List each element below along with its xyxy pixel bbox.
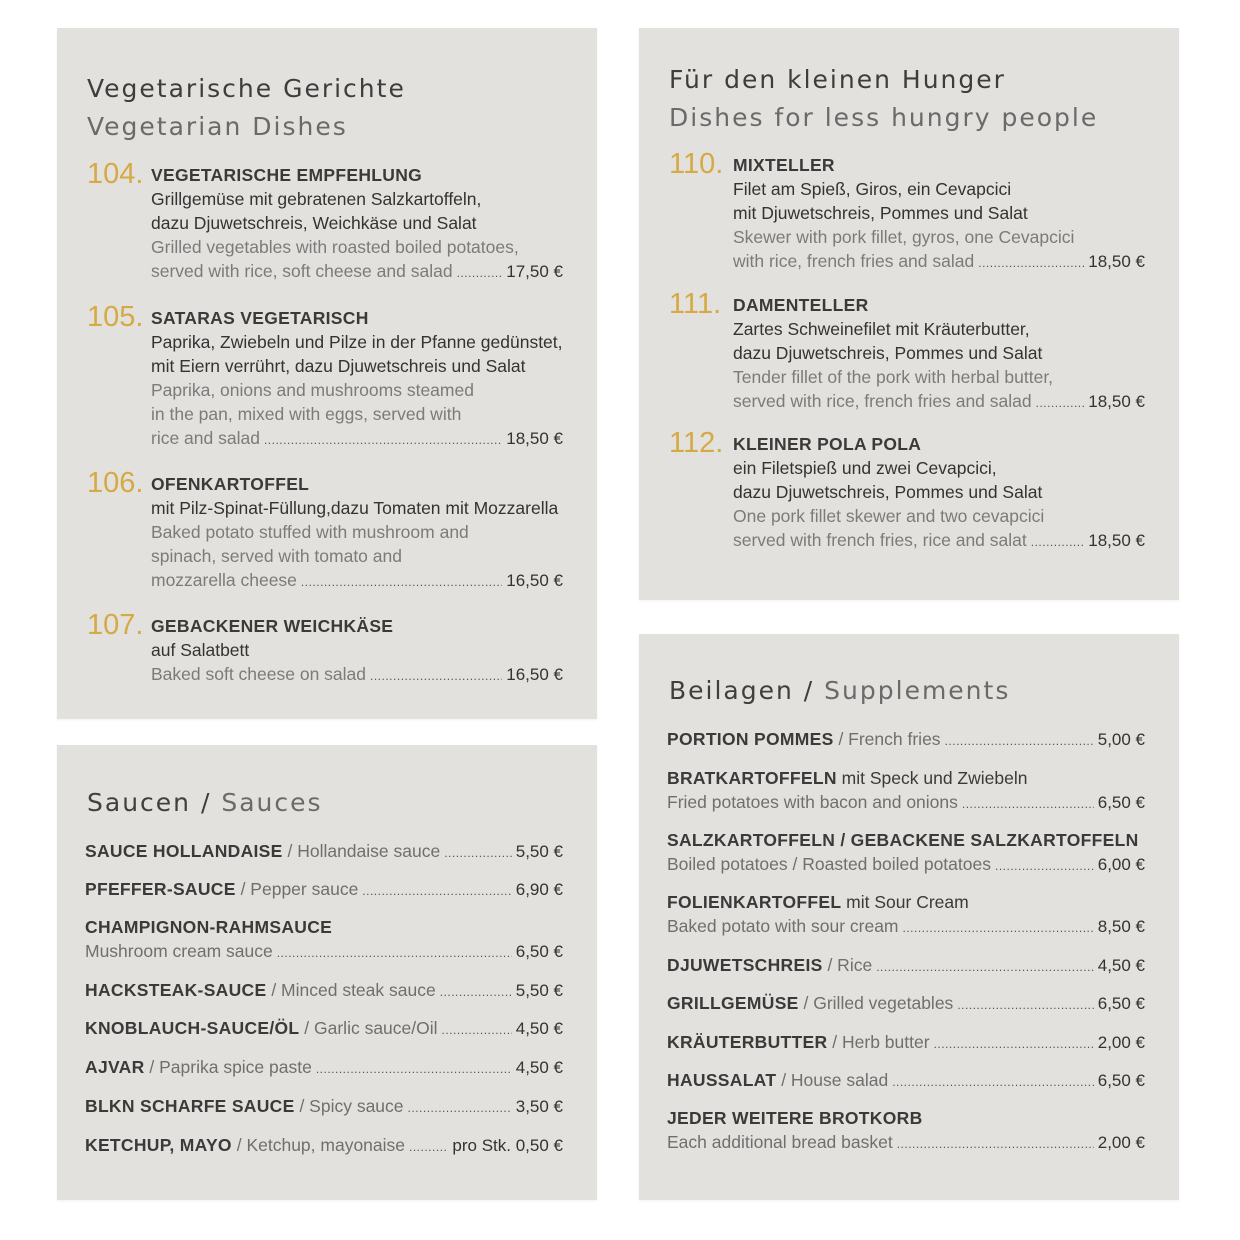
dish-desc-de: Filet am Spieß, Giros, ein Cevapcici: [733, 179, 1012, 199]
dish-name: VEGETARISCHE EMPFEHLUNG: [151, 165, 423, 185]
vegetarian-panel: [57, 28, 597, 719]
price-line: [733, 389, 1145, 415]
item-name: BLKN SCHARFE SAUCE: [85, 1096, 295, 1116]
item-translation: / House salad: [776, 1070, 889, 1090]
dish-desc-en: with rice, french fries and salad: [733, 251, 975, 271]
dish-desc-de: mit Eiern verrührt, dazu Djuwetschreis und Salat: [151, 356, 526, 376]
small-hunger-title: [669, 61, 1098, 137]
dish-111: [669, 288, 1169, 415]
item-name: KRÄUTERBUTTER: [667, 1032, 828, 1052]
menu-item: [667, 1030, 1145, 1056]
sauces-title: [87, 784, 323, 822]
item-translation: / Spicy sauce: [294, 1096, 404, 1116]
dish-desc-en: rice and salad: [151, 428, 260, 448]
item-translation: Mushroom cream sauce: [85, 941, 273, 961]
dish-112: [669, 427, 1169, 554]
dish-desc-en: Baked soft cheese on salad: [151, 664, 367, 684]
item-translation: / Hollandaise sauce: [282, 841, 441, 861]
dish-desc-en: in the pan, mixed with eggs, served with: [151, 404, 462, 424]
item-name: DJUWETSCHREIS: [667, 955, 823, 975]
item-name: GRILLGEMÜSE: [667, 993, 799, 1013]
item-name: FOLIENKARTOFFEL: [667, 892, 842, 912]
title-separator: /: [191, 788, 222, 817]
dish-desc-de: mit Pilz-Spinat-Füllung,dazu Tomaten mit Mozzarella: [151, 498, 559, 518]
dish-number: 105.: [87, 301, 144, 333]
menu-item: [85, 1094, 563, 1120]
item-name: PORTION POMMES: [667, 729, 834, 749]
item-translation: / Rice: [822, 955, 873, 975]
dish-desc-de: dazu Djuwetschreis, Pommes und Salat: [733, 343, 1043, 363]
supplements-panel: [639, 634, 1179, 1200]
item-name: AJVAR: [85, 1057, 145, 1077]
supplements-title: [669, 672, 1010, 710]
price-line: [151, 259, 563, 285]
item-price: 6,50 €: [1097, 1071, 1145, 1090]
dish-desc-en: Paprika, onions and mushrooms steamed: [151, 380, 474, 400]
dish-price: 18,50 €: [506, 429, 563, 448]
dish-number: 111.: [669, 288, 722, 320]
item-translation: / Grilled vegetables: [798, 993, 954, 1013]
dish-desc-en: served with rice, french fries and salad: [733, 391, 1032, 411]
item-name: HACKSTEAK-SAUCE: [85, 980, 267, 1000]
dish-price: 18,50 €: [1088, 531, 1145, 550]
dish-desc-en: mozzarella cheese: [151, 570, 297, 590]
item-translation: / Garlic sauce/Oil: [299, 1018, 438, 1038]
item-name: KETCHUP, MAYO: [85, 1135, 232, 1155]
dish-name: GEBACKENER WEICHKÄSE: [151, 616, 394, 636]
item-translation: / Minced steak sauce: [266, 980, 436, 1000]
item-translation: Boiled potatoes / Roasted boiled potatoes: [667, 854, 991, 874]
sauces-panel: [57, 745, 597, 1200]
item-price: 5,50 €: [515, 842, 563, 861]
menu-item: [85, 1055, 563, 1081]
dish-desc-en: Baked potato stuffed with mushroom and: [151, 522, 469, 542]
dish-desc-de: auf Salatbett: [151, 640, 250, 660]
small-hunger-panel: [639, 28, 1179, 600]
title-de: Für den kleinen Hunger: [669, 65, 1006, 94]
dish-106: [87, 467, 587, 594]
dish-107: [87, 609, 587, 688]
dish-desc-en: served with rice, soft cheese and salad: [151, 261, 453, 281]
vegetarian-title: [87, 70, 406, 146]
dish-number: 104.: [87, 158, 144, 190]
price-line: [151, 568, 563, 594]
dish-110: [669, 148, 1169, 275]
menu-item: [85, 915, 563, 965]
item-price: 6,50 €: [515, 942, 563, 961]
dish-name: OFENKARTOFFEL: [151, 474, 310, 494]
item-price: pro Stk. 0,50 €: [452, 1136, 563, 1155]
item-price: 4,50 €: [515, 1019, 563, 1038]
item-name: SALZKARTOFFELN / GEBACKENE SALZKARTOFFELN: [667, 830, 1139, 850]
dish-desc-de: ein Filetspieß und zwei Cevapcici,: [733, 458, 997, 478]
dish-number: 110.: [669, 148, 724, 180]
dish-104: [87, 158, 587, 285]
menu-item: [667, 727, 1145, 753]
dish-price: 18,50 €: [1088, 252, 1145, 271]
title-en: Supplements: [824, 676, 1011, 705]
item-price: 6,50 €: [1097, 793, 1145, 812]
item-price: 2,00 €: [1097, 1133, 1145, 1152]
menu-item: [667, 991, 1145, 1017]
item-translation: Fried potatoes with bacon and onions: [667, 792, 958, 812]
item-name: KNOBLAUCH-SAUCE/ÖL: [85, 1018, 300, 1038]
dish-price: 16,50 €: [506, 571, 563, 590]
menu-item: [85, 877, 563, 903]
menu-item: [85, 839, 563, 865]
dish-desc-de: dazu Djuwetschreis, Weichkäse und Salat: [151, 213, 477, 233]
price-line: [733, 528, 1145, 554]
title-de: Saucen: [87, 788, 192, 817]
menu-item: [667, 766, 1145, 816]
item-price: 3,50 €: [515, 1097, 563, 1116]
item-name: PFEFFER-SAUCE: [85, 879, 236, 899]
menu-item: [85, 1133, 563, 1159]
dish-desc-en: spinach, served with tomato and: [151, 546, 402, 566]
item-translation: / Ketchup, mayonaise: [231, 1135, 406, 1155]
item-translation: / French fries: [833, 729, 941, 749]
dish-desc-en: One pork fillet skewer and two cevapcici: [733, 506, 1045, 526]
price-line: [733, 249, 1145, 275]
item-name: BRATKARTOFFELN: [667, 768, 837, 788]
menu-item: [85, 1016, 563, 1042]
item-translation: Baked potato with sour cream: [667, 916, 899, 936]
menu-item: [667, 828, 1145, 878]
item-price: 6,90 €: [515, 880, 563, 899]
menu-item: [667, 890, 1145, 940]
price-line: [151, 426, 563, 452]
item-name-extra: mit Speck und Zwiebeln: [836, 768, 1028, 788]
dish-name: DAMENTELLER: [733, 295, 869, 315]
item-name: HAUSSALAT: [667, 1070, 777, 1090]
item-price: 4,50 €: [515, 1058, 563, 1077]
dish-desc-de: Grillgemüse mit gebratenen Salzkartoffeln,: [151, 189, 482, 209]
item-name: JEDER WEITERE BROTKORB: [667, 1108, 923, 1128]
title-de: Beilagen: [669, 676, 794, 705]
dish-105: [87, 301, 587, 452]
dish-number: 106.: [87, 467, 144, 499]
dish-name: MIXTELLER: [733, 155, 835, 175]
dish-number: 107.: [87, 609, 144, 641]
item-name: SAUCE HOLLANDAISE: [85, 841, 283, 861]
item-price: 2,00 €: [1097, 1033, 1145, 1052]
item-name-extra: mit Sour Cream: [841, 892, 969, 912]
item-price: 5,00 €: [1097, 730, 1145, 749]
dish-desc-de: Zartes Schweinefilet mit Kräuterbutter,: [733, 319, 1030, 339]
title-de: Vegetarische Gerichte: [87, 74, 406, 103]
dish-price: 17,50 €: [506, 262, 563, 281]
item-translation: / Herb butter: [827, 1032, 930, 1052]
menu-item: [667, 953, 1145, 979]
item-price: 5,50 €: [515, 981, 563, 1000]
dish-desc-en: Tender fillet of the pork with herbal butter,: [733, 367, 1054, 387]
item-name: CHAMPIGNON-RAHMSAUCE: [85, 917, 333, 937]
price-line: [151, 662, 563, 688]
dish-name: SATARAS VEGETARISCH: [151, 308, 369, 328]
item-translation: / Paprika spice paste: [144, 1057, 312, 1077]
dish-desc-en: Skewer with pork fillet, gyros, one Cevapcici: [733, 227, 1075, 247]
dish-price: 18,50 €: [1088, 392, 1145, 411]
dish-desc-en: served with french fries, rice and salat: [733, 530, 1027, 550]
dish-name: KLEINER POLA POLA: [733, 434, 922, 454]
dish-desc-en: Grilled vegetables with roasted boiled potatoes,: [151, 237, 519, 257]
title-en: Vegetarian Dishes: [87, 112, 348, 141]
menu-item: [667, 1068, 1145, 1094]
dish-desc-de: Paprika, Zwiebeln und Pilze in der Pfanne gedünstet,: [151, 332, 563, 352]
title-en: Sauces: [221, 788, 323, 817]
dish-number: 112.: [669, 427, 724, 459]
item-price: 6,50 €: [1097, 994, 1145, 1013]
item-price: 8,50 €: [1097, 917, 1145, 936]
item-translation: Each additional bread basket: [667, 1132, 893, 1152]
menu-item: [85, 978, 563, 1004]
dish-price: 16,50 €: [506, 665, 563, 684]
title-separator: /: [793, 676, 825, 705]
item-price: 4,50 €: [1097, 956, 1145, 975]
dish-desc-de: mit Djuwetschreis, Pommes und Salat: [733, 203, 1028, 223]
title-en: Dishes for less hungry people: [669, 103, 1099, 132]
menu-item: [667, 1106, 1145, 1156]
item-price: 6,00 €: [1097, 855, 1145, 874]
item-translation: / Pepper sauce: [235, 879, 359, 899]
dish-desc-de: dazu Djuwetschreis, Pommes und Salat: [733, 482, 1043, 502]
